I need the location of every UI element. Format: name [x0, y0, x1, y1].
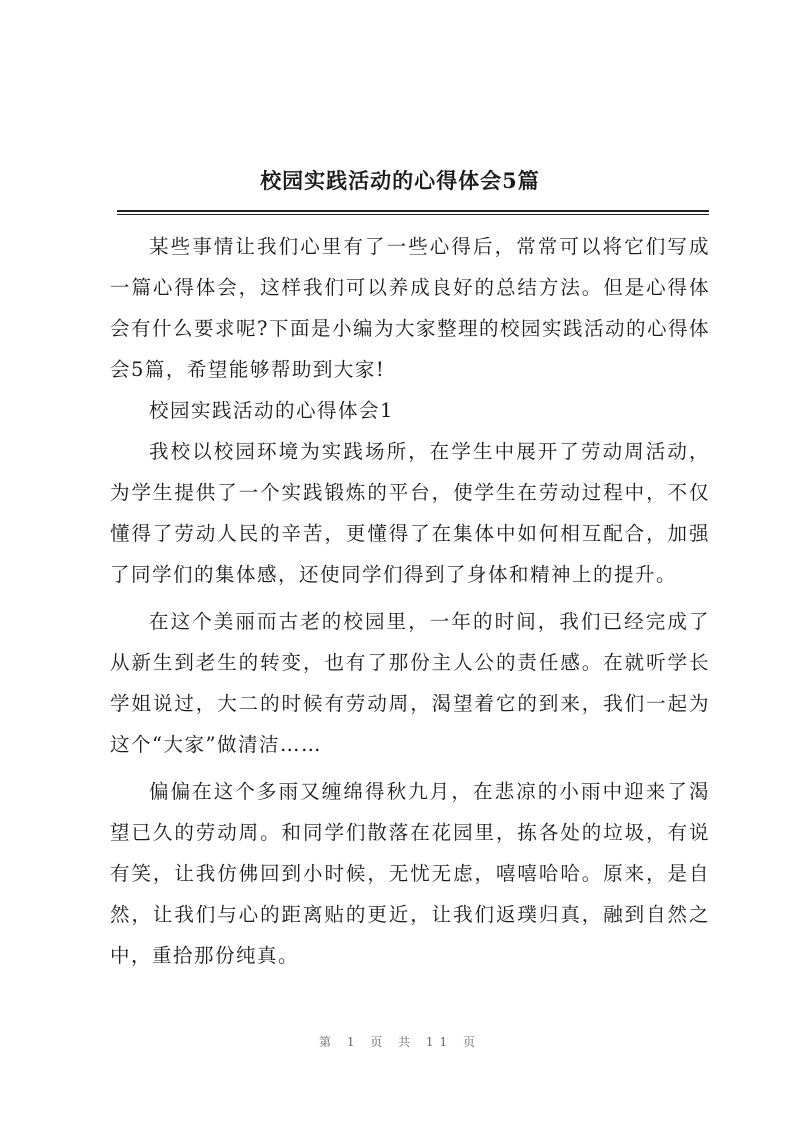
title-divider	[117, 210, 709, 212]
intro-paragraph: 某些事情让我们心里有了一些心得后，常常可以将它们写成一篇心得体会，这样我们可以养成良好的总结方法。但是心得体会有什么要求呢?下面是小编为大家整理的校园实践活动的心得体会5篇，希望能够帮助到大家!	[110, 235, 710, 381]
section-heading: 校园实践活动的心得体会1	[149, 399, 394, 422]
page-number-footer: 第 1 页 共 11 页	[319, 1035, 481, 1049]
title-divider-thin	[117, 214, 709, 215]
document-body	[110, 226, 710, 976]
body-paragraph: 偏偏在这个多雨又缠绵得秋九月，在悲凉的小雨中迎来了渴望已久的劳动周。和同学们散落在花园里，拣各处的垃圾，有说有笑，让我仿佛回到小时候，无忧无虑，嘻嘻哈哈。原来，是自然，让我们与心的距离贴的更近，让我们返璞归真，融到自然之中，重拾那份纯真。	[110, 780, 710, 967]
document-title: 校园实践活动的心得体会5篇	[260, 168, 540, 193]
body-paragraph: 在这个美丽而古老的校园里，一年的时间，我们已经完成了从新生到老生的转变，也有了那份主人公的责任感。在就听学长学姐说过，大二的时候有劳动周，渴望着它的到来，我们一起为这个“大家”做清洁……	[110, 610, 710, 756]
body-paragraph: 我校以校园环境为实践场所，在学生中展开了劳动周活动，为学生提供了一个实践锻炼的平台，使学生在劳动过程中，不仅懂得了劳动人民的辛苦，更懂得了在集体中如何相互配合，加强了同学们的集体感，还使同学们得到了身体和精神上的提升。	[110, 440, 710, 586]
